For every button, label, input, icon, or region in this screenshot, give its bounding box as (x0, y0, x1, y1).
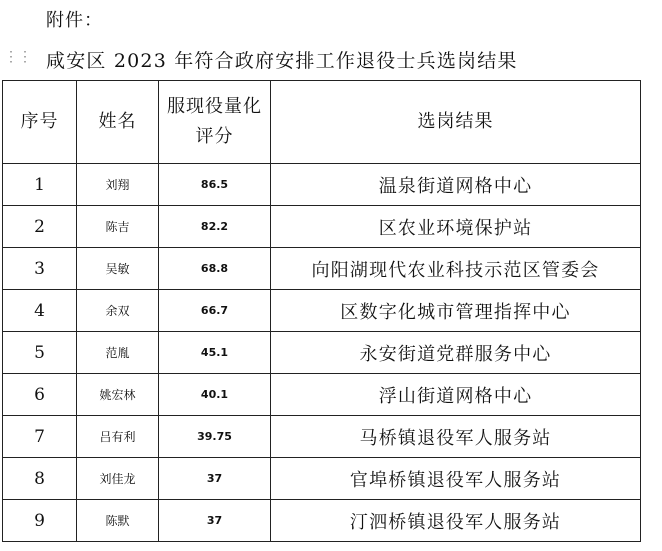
cell-seq: 1 (3, 164, 77, 206)
cell-name: 刘翔 (77, 164, 159, 206)
cell-name: 余双 (77, 290, 159, 332)
header-score-line2: 评分 (195, 126, 234, 147)
cell-name: 陈吉 (77, 206, 159, 248)
cell-post: 浮山街道网格中心 (271, 374, 641, 416)
cell-seq: 9 (3, 500, 77, 542)
cell-seq: 6 (3, 374, 77, 416)
table-header-row (3, 81, 641, 164)
header-score-line1: 服现役量化 (167, 96, 262, 117)
table-row (3, 458, 641, 500)
document-title: 咸安区 2023 年符合政府安排工作退役士兵选岗结果 (46, 50, 518, 72)
cell-name: 吕有利 (77, 416, 159, 458)
cell-name: 吴敏 (77, 248, 159, 290)
cell-post: 区数字化城市管理指挥中心 (271, 290, 641, 332)
drag-handle-icon[interactable]: ⋮⋮ (4, 49, 32, 65)
cell-seq: 4 (3, 290, 77, 332)
cell-score: 66.7 (159, 290, 271, 332)
header-seq: 序号 (3, 81, 77, 164)
cell-post: 汀泗桥镇退役军人服务站 (271, 500, 641, 542)
cell-score: 37 (159, 500, 271, 542)
table-row (3, 332, 641, 374)
cell-score: 82.2 (159, 206, 271, 248)
cell-score: 86.5 (159, 164, 271, 206)
table-row (3, 500, 641, 542)
result-table (2, 80, 641, 542)
cell-score: 68.8 (159, 248, 271, 290)
table-row (3, 248, 641, 290)
cell-post: 向阳湖现代农业科技示范区管委会 (271, 248, 641, 290)
cell-score: 45.1 (159, 332, 271, 374)
cell-score: 37 (159, 458, 271, 500)
header-name: 姓名 (77, 81, 159, 164)
cell-score: 39.75 (159, 416, 271, 458)
table-row (3, 164, 641, 206)
cell-post: 马桥镇退役军人服务站 (271, 416, 641, 458)
cell-seq: 3 (3, 248, 77, 290)
header-score (159, 81, 271, 164)
cell-seq: 8 (3, 458, 77, 500)
table-row (3, 416, 641, 458)
attachment-label: 附件： (46, 10, 103, 31)
cell-seq: 2 (3, 206, 77, 248)
cell-name: 陈默 (77, 500, 159, 542)
cell-score: 40.1 (159, 374, 271, 416)
cell-name: 刘佳龙 (77, 458, 159, 500)
cell-seq: 7 (3, 416, 77, 458)
cell-post: 区农业环境保护站 (271, 206, 641, 248)
cell-post: 温泉街道网格中心 (271, 164, 641, 206)
table-row (3, 290, 641, 332)
cell-post: 官埠桥镇退役军人服务站 (271, 458, 641, 500)
header-result: 选岗结果 (271, 81, 641, 164)
cell-name: 姚宏林 (77, 374, 159, 416)
cell-seq: 5 (3, 332, 77, 374)
table-row (3, 374, 641, 416)
cell-name: 范胤 (77, 332, 159, 374)
table-row (3, 206, 641, 248)
cell-post: 永安街道党群服务中心 (271, 332, 641, 374)
